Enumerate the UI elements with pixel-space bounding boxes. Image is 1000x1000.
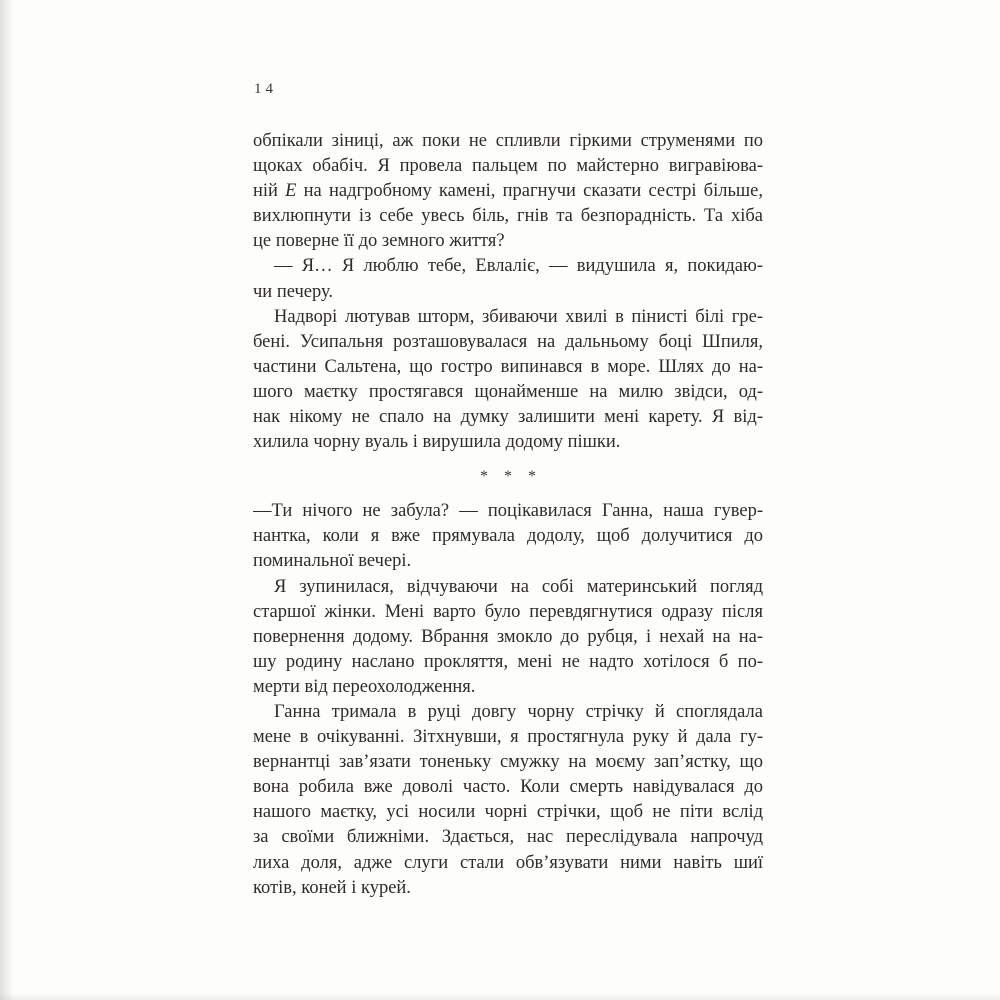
paragraph [253,305,763,456]
text-line: — Я… Я люблю тебе, Евлаліє, — видушила я, покидаю- [274,256,763,277]
text-line: обпікали зіниці, аж поки не спливли гіркими струменями по [253,131,763,151]
text-line: це поверне її до земного життя? [253,231,505,252]
text-line: за своїми ближніми. Здається, нас переслідувала напрочуд [253,827,763,848]
paragraph [253,575,763,700]
text-line: нак нікому не спало на думку залишити мені карету. Я від- [253,407,763,428]
section-separator: * * * [480,468,542,486]
text-line: шого маєтку простягався щонайменше на милю звідси, од- [253,381,763,402]
text-line: Я зупинилася, відчуваючи на собі материнський погляд [274,576,763,597]
italic-letter: Е [285,181,297,202]
text-line: хилила чорну вуаль і вирушила додому пішки. [253,432,621,453]
page-text [253,129,763,901]
paragraph [253,129,763,254]
scan-edge-shading-bottom [0,993,1000,1000]
text-line: частини Сальтена, що гостро випинався в море. Шлях до на- [253,356,763,377]
paragraph [253,254,763,304]
text-line: шу родину наслано прокляття, мені не надто хотілося б по- [253,651,763,672]
text-line: мерти від переохолодження. [253,676,476,697]
text-line: ній Е на надгробному камені, прагнучи сказати сестрі більше, [253,181,763,202]
text-line: вернантці зав’язати тоненьку смужку на моєму зап’ястку, що [253,752,763,773]
text-line: —Ти нічого не забула? — поцікавилася Ганна, наша гувер- [253,501,763,522]
text-line: вихлюпнути із себе увесь біль, гнів та безпорадність. Та хіба [253,206,763,227]
text-line: старшої жінки. Мені варто було перевдягнутися одразу після [253,601,763,622]
text-line: повернення додому. Вбрання змокло до рубця, і нехай на на- [253,626,763,647]
text-line: нашого маєтку, усі носили чорні стрічки, щоб не піти вслід [253,802,763,823]
text-line: лиха доля, адже слуги стали обв’язувати ними навіть шиї [253,852,763,873]
text-line: щоках обабіч. Я провела пальцем по майстерно вигравіюва- [253,156,763,177]
text-line: мене в очікуванні. Зітхнувши, я простягнула руку й дала гу- [253,727,763,748]
text-line: нантка, коли я вже прямувала додолу, щоб долучитися до [253,526,763,547]
scan-edge-shading-left [0,0,13,1000]
text-line: бені. Усипальня розташовувалася на дальньому боці Шпиля, [253,331,763,352]
page-number: 14 [254,81,277,97]
text-line: Надворі лютував шторм, збиваючи хвилі в пінисті білі гре- [274,306,763,327]
paragraph [253,700,763,901]
text-line: вона робила вже доволі часто. Коли смерть навідувалася до [253,777,763,798]
paragraph [253,499,763,574]
text-line: чи печеру. [253,281,334,302]
text-line: поминальної вечері. [253,551,412,572]
text-line: котів, коней і курей. [253,877,411,898]
text-line: Ганна тримала в руці довгу чорну стрічку й споглядала [274,701,763,722]
